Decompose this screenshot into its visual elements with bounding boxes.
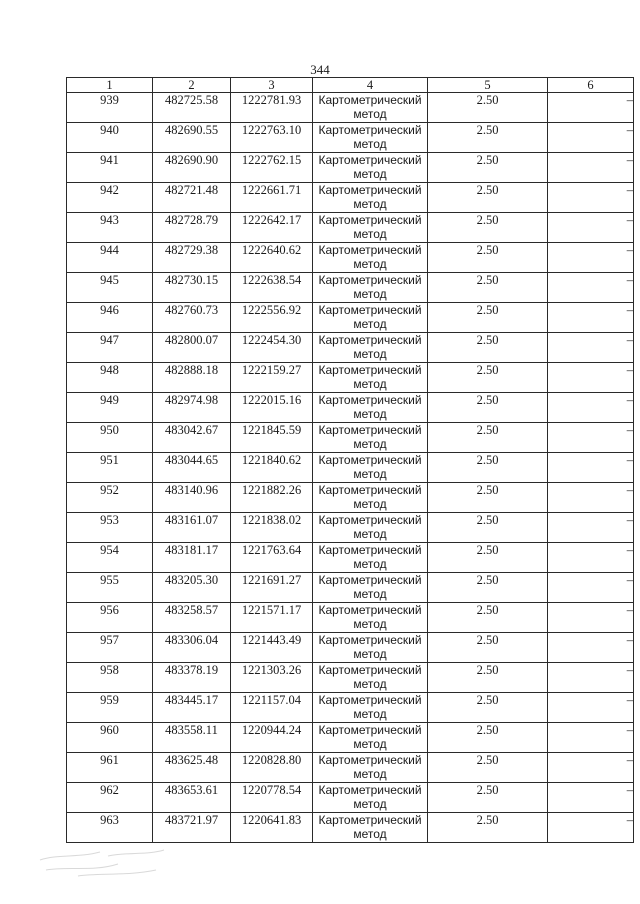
point-number-cell: 951 [67, 453, 153, 483]
x-coordinate-cell: 483721.97 [153, 813, 231, 843]
accuracy-cell: 2.50 [428, 273, 548, 303]
point-number-cell: 941 [67, 153, 153, 183]
method-line-2: метод [353, 257, 387, 271]
method-cell [313, 603, 428, 633]
method-cell [313, 153, 428, 183]
table-row [67, 123, 634, 153]
method-line-1: Картометрический [318, 573, 422, 587]
method-line-2: метод [353, 647, 387, 661]
method-cell [313, 783, 428, 813]
method-cell [313, 633, 428, 663]
accuracy-cell: 2.50 [428, 783, 548, 813]
accuracy-cell: 2.50 [428, 183, 548, 213]
y-coordinate-cell: 1221571.17 [231, 603, 313, 633]
x-coordinate-cell: 483044.65 [153, 453, 231, 483]
note-cell: – [548, 213, 634, 243]
method-line-1: Картометрический [318, 723, 422, 737]
method-line-2: метод [353, 437, 387, 451]
x-coordinate-cell: 482725.58 [153, 93, 231, 123]
method-line-2: метод [353, 197, 387, 211]
point-number-cell: 963 [67, 813, 153, 843]
point-number-cell: 943 [67, 213, 153, 243]
point-number-cell: 940 [67, 123, 153, 153]
table-row [67, 363, 634, 393]
point-number-cell: 949 [67, 393, 153, 423]
accuracy-cell: 2.50 [428, 243, 548, 273]
y-coordinate-cell: 1222781.93 [231, 93, 313, 123]
x-coordinate-cell: 483161.07 [153, 513, 231, 543]
x-coordinate-cell: 482721.48 [153, 183, 231, 213]
method-line-2: метод [353, 167, 387, 181]
table-row [67, 243, 634, 273]
table-row [67, 483, 634, 513]
table-row [67, 663, 634, 693]
note-cell: – [548, 93, 634, 123]
y-coordinate-cell: 1222762.15 [231, 153, 313, 183]
coordinates-table [66, 77, 634, 843]
y-coordinate-cell: 1221840.62 [231, 453, 313, 483]
method-line-2: метод [353, 707, 387, 721]
point-number-cell: 944 [67, 243, 153, 273]
method-line-2: метод [353, 407, 387, 421]
method-line-1: Картометрический [318, 213, 422, 227]
note-cell: – [548, 243, 634, 273]
accuracy-cell: 2.50 [428, 333, 548, 363]
method-line-2: метод [353, 137, 387, 151]
note-cell: – [548, 453, 634, 483]
point-number-cell: 947 [67, 333, 153, 363]
y-coordinate-cell: 1222556.92 [231, 303, 313, 333]
note-cell: – [548, 483, 634, 513]
x-coordinate-cell: 482690.55 [153, 123, 231, 153]
x-coordinate-cell: 483378.19 [153, 663, 231, 693]
method-cell [313, 753, 428, 783]
x-coordinate-cell: 483653.61 [153, 783, 231, 813]
point-number-cell: 959 [67, 693, 153, 723]
y-coordinate-cell: 1222661.71 [231, 183, 313, 213]
note-cell: – [548, 363, 634, 393]
method-line-2: метод [353, 557, 387, 571]
method-line-2: метод [353, 827, 387, 841]
note-cell: – [548, 813, 634, 843]
column-header-5: 5 [428, 78, 548, 93]
method-cell [313, 183, 428, 213]
method-line-2: метод [353, 227, 387, 241]
method-cell [313, 663, 428, 693]
x-coordinate-cell: 483306.04 [153, 633, 231, 663]
table-row [67, 633, 634, 663]
method-line-2: метод [353, 797, 387, 811]
x-coordinate-cell: 482800.07 [153, 333, 231, 363]
method-line-2: метод [353, 767, 387, 781]
method-line-2: метод [353, 347, 387, 361]
table-row [67, 393, 634, 423]
y-coordinate-cell: 1220944.24 [231, 723, 313, 753]
column-header-1: 1 [67, 78, 153, 93]
method-line-1: Картометрический [318, 93, 422, 107]
table-row [67, 333, 634, 363]
note-cell: – [548, 303, 634, 333]
note-cell: – [548, 693, 634, 723]
table-header [67, 78, 634, 93]
accuracy-cell: 2.50 [428, 573, 548, 603]
point-number-cell: 956 [67, 603, 153, 633]
x-coordinate-cell: 482730.15 [153, 273, 231, 303]
table-row [67, 303, 634, 333]
column-header-2: 2 [153, 78, 231, 93]
point-number-cell: 946 [67, 303, 153, 333]
faint-stamp-mark [38, 846, 168, 880]
accuracy-cell: 2.50 [428, 363, 548, 393]
method-cell [313, 363, 428, 393]
accuracy-cell: 2.50 [428, 453, 548, 483]
y-coordinate-cell: 1221303.26 [231, 663, 313, 693]
method-line-1: Картометрический [318, 633, 422, 647]
method-line-1: Картометрический [318, 123, 422, 137]
table-row [67, 273, 634, 303]
y-coordinate-cell: 1221845.59 [231, 423, 313, 453]
method-cell [313, 813, 428, 843]
accuracy-cell: 2.50 [428, 723, 548, 753]
accuracy-cell: 2.50 [428, 603, 548, 633]
method-cell [313, 303, 428, 333]
method-line-2: метод [353, 317, 387, 331]
y-coordinate-cell: 1221763.64 [231, 543, 313, 573]
x-coordinate-cell: 483445.17 [153, 693, 231, 723]
point-number-cell: 958 [67, 663, 153, 693]
note-cell: – [548, 543, 634, 573]
x-coordinate-cell: 483205.30 [153, 573, 231, 603]
method-line-1: Картометрический [318, 813, 422, 827]
table-row [67, 513, 634, 543]
method-cell [313, 453, 428, 483]
y-coordinate-cell: 1222159.27 [231, 363, 313, 393]
method-line-2: метод [353, 467, 387, 481]
accuracy-cell: 2.50 [428, 213, 548, 243]
method-cell [313, 273, 428, 303]
table-row [67, 213, 634, 243]
method-line-2: метод [353, 497, 387, 511]
method-line-1: Картометрический [318, 453, 422, 467]
note-cell: – [548, 153, 634, 183]
point-number-cell: 962 [67, 783, 153, 813]
accuracy-cell: 2.50 [428, 423, 548, 453]
accuracy-cell: 2.50 [428, 543, 548, 573]
table-row [67, 423, 634, 453]
table-row [67, 573, 634, 603]
method-cell [313, 723, 428, 753]
point-number-cell: 948 [67, 363, 153, 393]
method-line-1: Картометрический [318, 393, 422, 407]
method-line-1: Картометрический [318, 753, 422, 767]
y-coordinate-cell: 1220641.83 [231, 813, 313, 843]
column-header-3: 3 [231, 78, 313, 93]
note-cell: – [548, 333, 634, 363]
x-coordinate-cell: 482729.38 [153, 243, 231, 273]
y-coordinate-cell: 1221157.04 [231, 693, 313, 723]
y-coordinate-cell: 1222638.54 [231, 273, 313, 303]
column-header-6: 6 [548, 78, 634, 93]
method-cell [313, 93, 428, 123]
y-coordinate-cell: 1221838.02 [231, 513, 313, 543]
point-number-cell: 961 [67, 753, 153, 783]
method-line-1: Картометрический [318, 783, 422, 797]
method-cell [313, 213, 428, 243]
method-cell [313, 393, 428, 423]
method-line-1: Картометрический [318, 183, 422, 197]
x-coordinate-cell: 483181.17 [153, 543, 231, 573]
y-coordinate-cell: 1222642.17 [231, 213, 313, 243]
accuracy-cell: 2.50 [428, 633, 548, 663]
method-line-1: Картометрический [318, 333, 422, 347]
y-coordinate-cell: 1220778.54 [231, 783, 313, 813]
point-number-cell: 953 [67, 513, 153, 543]
x-coordinate-cell: 482728.79 [153, 213, 231, 243]
method-line-2: метод [353, 587, 387, 601]
point-number-cell: 957 [67, 633, 153, 663]
table-row [67, 813, 634, 843]
page-number: 344 [310, 62, 330, 77]
point-number-cell: 960 [67, 723, 153, 753]
x-coordinate-cell: 482888.18 [153, 363, 231, 393]
note-cell: – [548, 633, 634, 663]
method-cell [313, 333, 428, 363]
point-number-cell: 954 [67, 543, 153, 573]
method-line-2: метод [353, 737, 387, 751]
accuracy-cell: 2.50 [428, 813, 548, 843]
note-cell: – [548, 393, 634, 423]
note-cell: – [548, 273, 634, 303]
table-row [67, 693, 634, 723]
accuracy-cell: 2.50 [428, 513, 548, 543]
accuracy-cell: 2.50 [428, 123, 548, 153]
method-line-1: Картометрический [318, 303, 422, 317]
table-row [67, 753, 634, 783]
table-row [67, 93, 634, 123]
method-line-1: Картометрический [318, 423, 422, 437]
point-number-cell: 950 [67, 423, 153, 453]
accuracy-cell: 2.50 [428, 303, 548, 333]
accuracy-cell: 2.50 [428, 663, 548, 693]
method-cell [313, 543, 428, 573]
method-line-1: Картометрический [318, 513, 422, 527]
method-line-1: Картометрический [318, 363, 422, 377]
method-line-1: Картометрический [318, 693, 422, 707]
method-line-2: метод [353, 107, 387, 121]
y-coordinate-cell: 1222763.10 [231, 123, 313, 153]
accuracy-cell: 2.50 [428, 753, 548, 783]
note-cell: – [548, 603, 634, 633]
point-number-cell: 952 [67, 483, 153, 513]
table-row [67, 183, 634, 213]
accuracy-cell: 2.50 [428, 153, 548, 183]
accuracy-cell: 2.50 [428, 93, 548, 123]
method-cell [313, 483, 428, 513]
method-line-2: метод [353, 377, 387, 391]
x-coordinate-cell: 483625.48 [153, 753, 231, 783]
header-row [67, 78, 634, 93]
y-coordinate-cell: 1221882.26 [231, 483, 313, 513]
y-coordinate-cell: 1222015.16 [231, 393, 313, 423]
x-coordinate-cell: 482690.90 [153, 153, 231, 183]
table-row [67, 453, 634, 483]
method-line-1: Картометрический [318, 153, 422, 167]
x-coordinate-cell: 483042.67 [153, 423, 231, 453]
note-cell: – [548, 513, 634, 543]
accuracy-cell: 2.50 [428, 483, 548, 513]
method-cell [313, 243, 428, 273]
x-coordinate-cell: 483258.57 [153, 603, 231, 633]
method-line-2: метод [353, 617, 387, 631]
note-cell: – [548, 183, 634, 213]
y-coordinate-cell: 1221691.27 [231, 573, 313, 603]
method-line-2: метод [353, 287, 387, 301]
method-line-1: Картометрический [318, 543, 422, 557]
column-header-4: 4 [313, 78, 428, 93]
y-coordinate-cell: 1222640.62 [231, 243, 313, 273]
method-line-1: Картометрический [318, 483, 422, 497]
method-cell [313, 123, 428, 153]
y-coordinate-cell: 1220828.80 [231, 753, 313, 783]
method-cell [313, 573, 428, 603]
method-line-1: Картометрический [318, 243, 422, 257]
note-cell: – [548, 573, 634, 603]
accuracy-cell: 2.50 [428, 693, 548, 723]
table-row [67, 603, 634, 633]
x-coordinate-cell: 483140.96 [153, 483, 231, 513]
x-coordinate-cell: 483558.11 [153, 723, 231, 753]
point-number-cell: 955 [67, 573, 153, 603]
table-body [67, 93, 634, 843]
method-line-2: метод [353, 677, 387, 691]
accuracy-cell: 2.50 [428, 393, 548, 423]
method-cell [313, 423, 428, 453]
method-line-2: метод [353, 527, 387, 541]
method-line-1: Картометрический [318, 663, 422, 677]
table-row [67, 153, 634, 183]
table-row [67, 723, 634, 753]
table-row [67, 543, 634, 573]
y-coordinate-cell: 1221443.49 [231, 633, 313, 663]
note-cell: – [548, 783, 634, 813]
point-number-cell: 942 [67, 183, 153, 213]
note-cell: – [548, 663, 634, 693]
note-cell: – [548, 723, 634, 753]
note-cell: – [548, 753, 634, 783]
y-coordinate-cell: 1222454.30 [231, 333, 313, 363]
method-line-1: Картометрический [318, 273, 422, 287]
x-coordinate-cell: 482760.73 [153, 303, 231, 333]
method-cell [313, 513, 428, 543]
note-cell: – [548, 123, 634, 153]
point-number-cell: 945 [67, 273, 153, 303]
method-cell [313, 693, 428, 723]
note-cell: – [548, 423, 634, 453]
point-number-cell: 939 [67, 93, 153, 123]
x-coordinate-cell: 482974.98 [153, 393, 231, 423]
table-row [67, 783, 634, 813]
method-line-1: Картометрический [318, 603, 422, 617]
